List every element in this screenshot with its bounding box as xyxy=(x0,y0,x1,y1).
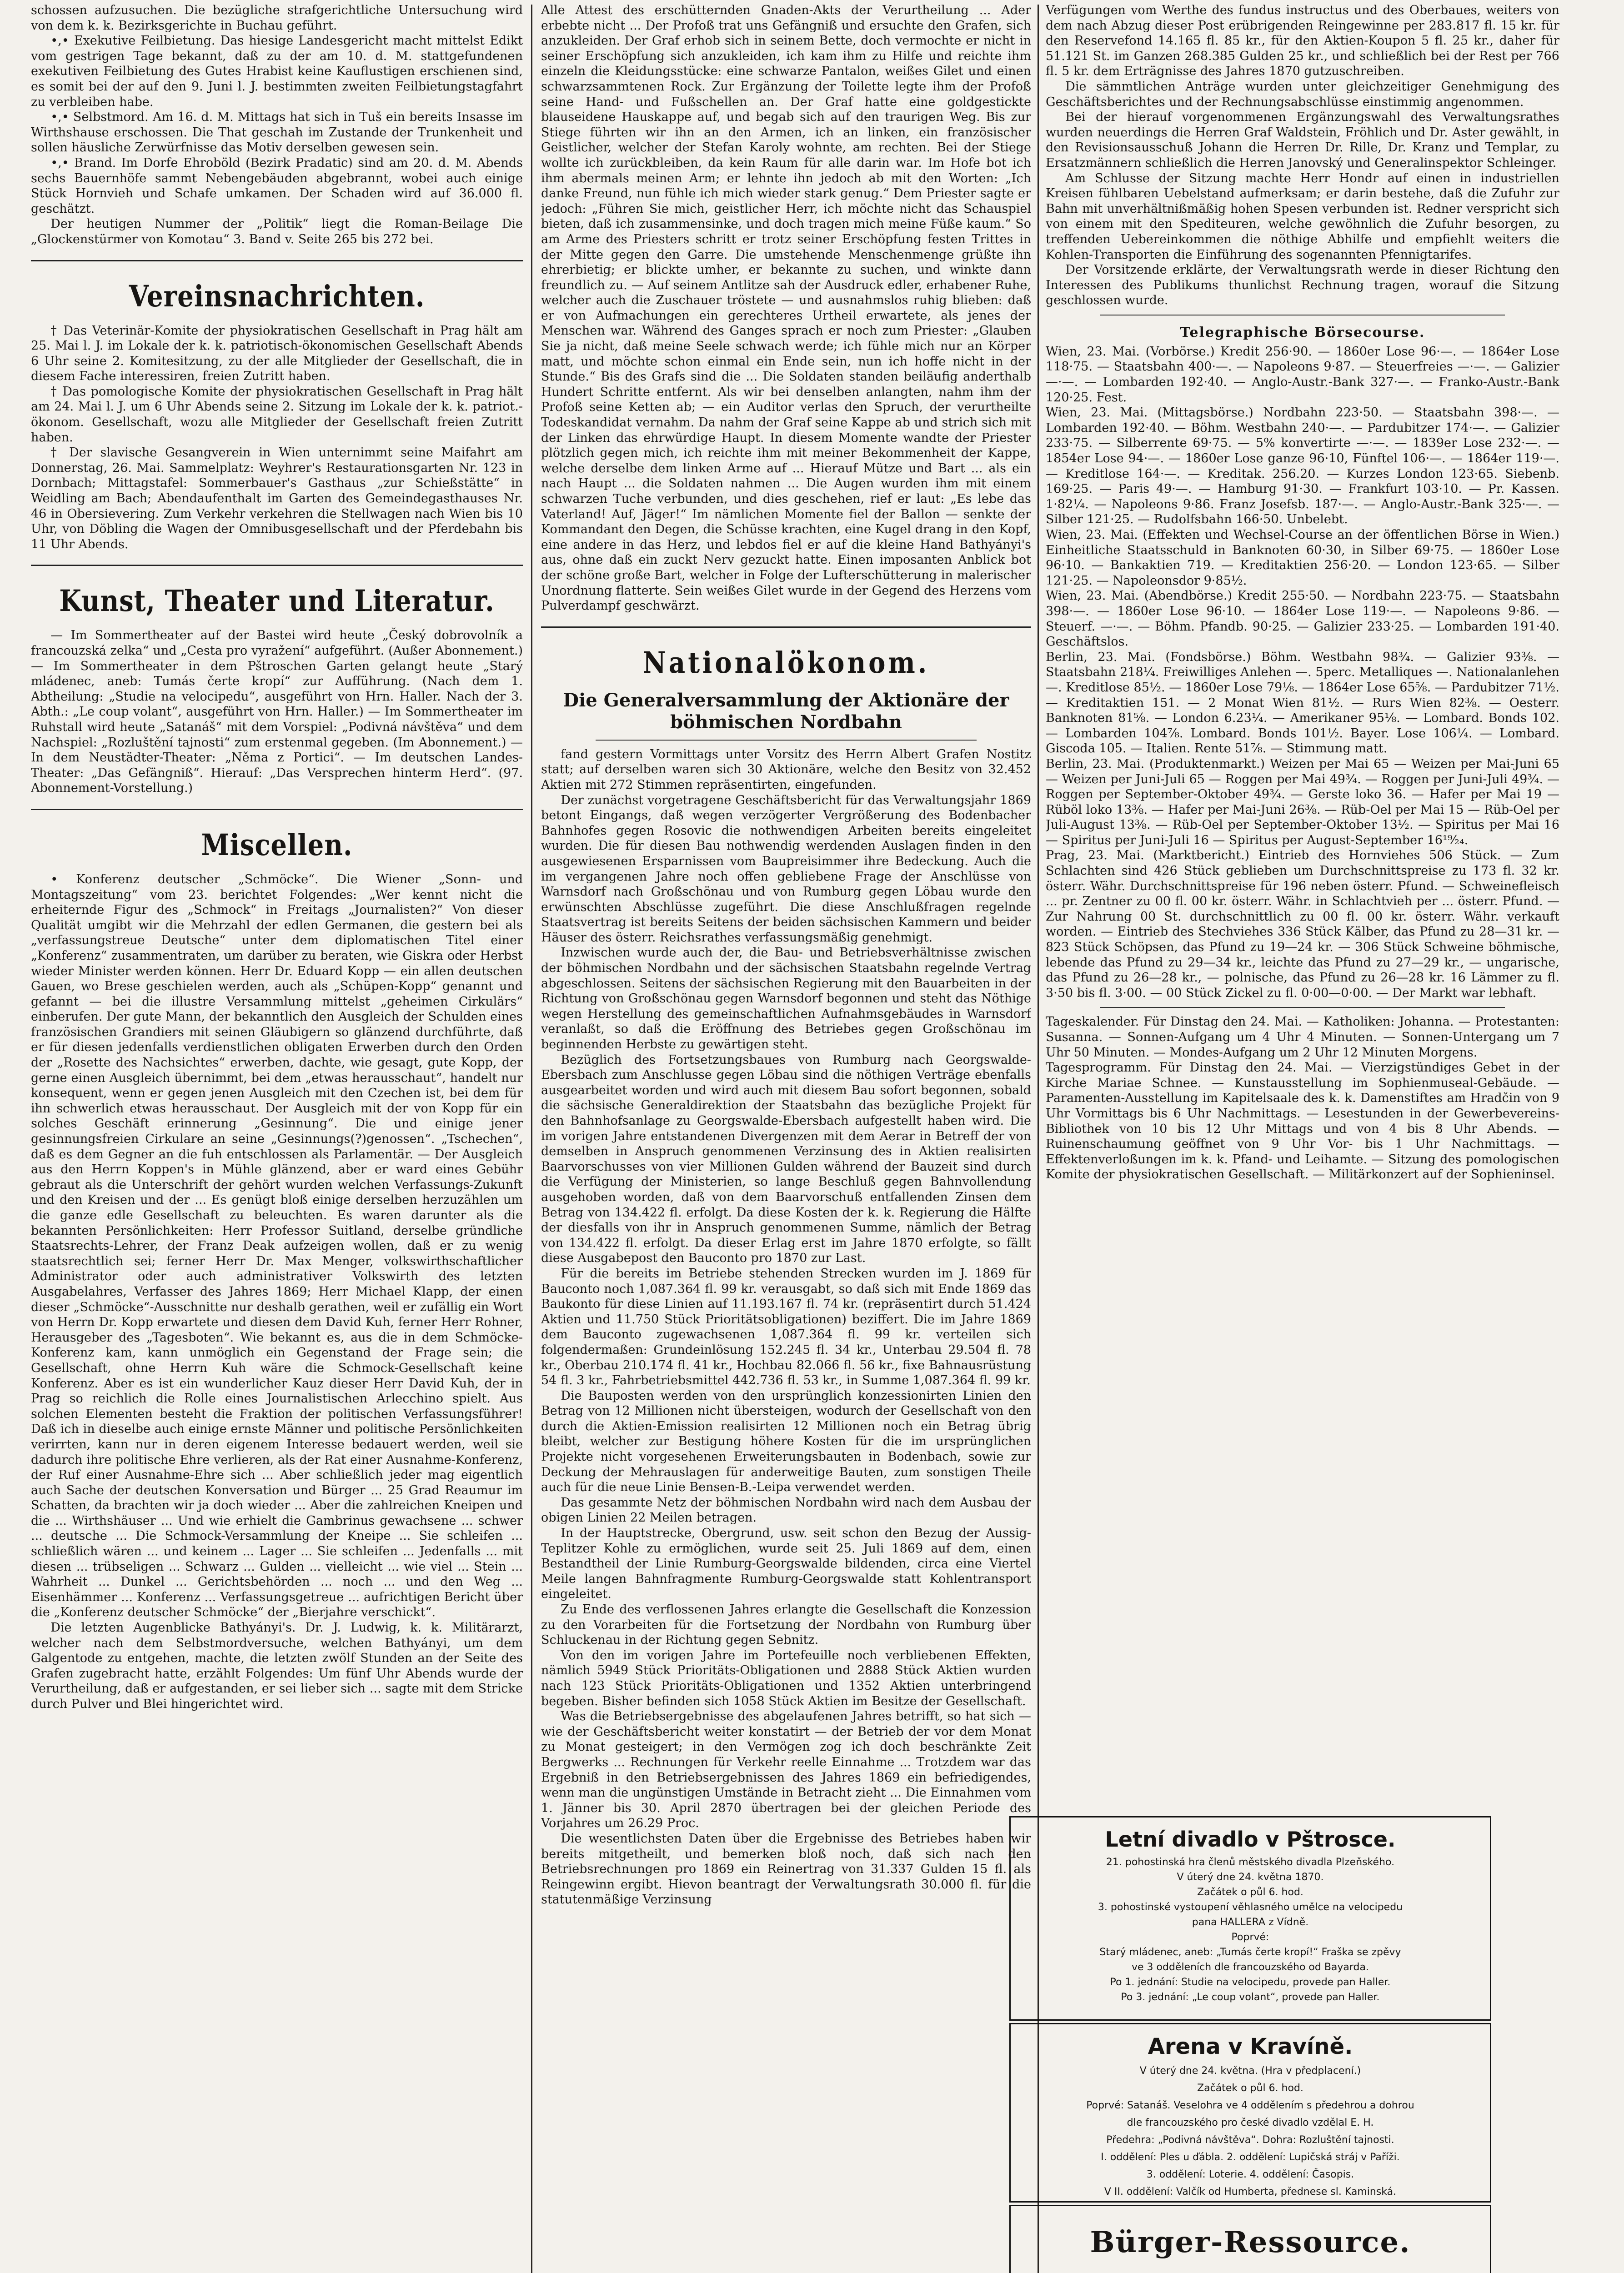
article-headline: Die Generalversammlung der Aktionäre der böhmischen Nordbahn xyxy=(563,689,1009,733)
paragraph: Die sämmtlichen Anträge wurden unter gleichzeitiger Genehmigung des Geschäftsberichtes und der Rechnungsabschlüsse einstimmig angenommen. xyxy=(1046,79,1559,109)
paragraph: Was die Betriebsergebnisse des abgelaufenen Jahres betrifft, so hat sich — wie der Geschäftsbericht weiter konstatirt — der Betrieb der vor dem Monat zu Monat gesteigert; in den Vermögen zog ich doch beschränkte Zeit Bergwerks ... Rechnungen für Verkehr reelle Einnahme ... Trotzdem war das Ergebniß in den Betriebsergebnissen des Jahres 1869 ein befriedigendes, wenn man die ungünstigen Umstände in Betracht zieht ... Die Einnahmen vom 1. Jänner bis 30. April 2870 übertragen bei der gleichen Periode des Vorjahres um 26.29 Proc. xyxy=(541,1709,1031,1831)
ad-line: 3. pohostinské vystoupení věhlasného umělce na velocipedu xyxy=(1098,1902,1403,1913)
paragraph: Das gesammte Netz der böhmischen Nordbahn wird nach dem Ausbau der obigen Linien 22 Meilen betragen. xyxy=(541,1495,1031,1525)
column-2 xyxy=(541,3,1031,2273)
section-heading-kunst: Kunst, Theater und Literatur. xyxy=(59,584,495,619)
paragraph: •,• Brand. Im Dorfe Ehroböld (Bezirk Pradatic) sind am 20. d. M. Abends sechs Bauernhöfe sammt Nebengebäuden abgebrannt, wobei auch einige Stück Hornvieh und Schafe umkamen. Der Schaden wird auf 36.000 fl. geschätzt. xyxy=(31,155,523,216)
ad-title: Bürger-Ressource. xyxy=(1090,2225,1411,2259)
stock-report: Wien, 23. Mai. (Effekten und Wechsel-Course an der öffentlichen Börse in Wien.) Einheitliche Staatsschuld in Banknoten 60·30, in Silber 69·75. — 1860er Lose 96·10. — Bankaktien 719. — Kreditaktien 256·20. — London 123·65. — Silber 121·25. — Napoleonsdor 9·85½. xyxy=(1046,528,1559,588)
ad-line: Po 3. jednání: „Le coup volant“, provede pan Haller. xyxy=(1121,1992,1380,2003)
paragraph: Zu Ende des verflossenen Jahres erlangte die Gesellschaft die Konzession zu den Vorarbeiten für die Fortsetzung der Nordbahn von Rumburg über Schluckenau in der Richtung gegen Sebnitz. xyxy=(541,1602,1031,1647)
section-heading-boersecourse: Telegraphische Börsecourse. xyxy=(1180,324,1425,340)
paragraph: fand gestern Vormittags unter Vorsitz des Herrn Albert Grafen Nostitz statt; auf derselben waren sich 30 Aktionäre, welche den Besitz von 32.452 Aktien mit 272 Stimmen repräsentirten, eingefunden. xyxy=(541,747,1031,792)
ad-lines xyxy=(1021,1855,1480,2005)
ad-lines xyxy=(1021,2063,1480,2201)
paragraph: — Im Sommertheater auf der Bastei wird heute „Český dobrovolník a francouzská zelka“ und „Cesta pro vyražení“ aufgeführt. (Außer Abonnement.) — Im Sommertheater in dem Pštroschen Garten gelangt heute „Starý mládenec, aneb: Tumás čerte kropí“ zur Aufführung. (Nach dem 1. Abtheilung: „Studie na velocipedu“, ausgeführt von Hrn. Haller. Nach der 3. Abth.: „Le coup volant“, ausgeführt von Hrn. Haller.) — Im Sommertheater im Ruhstall wird heute „Satanáš“ mit dem Vorspiel: „Podivná návštěva“ und dem Nachspiel: „Rozluštění tajnosti“ zum erstenmal gegeben. (Im Abonnement.) — In dem Neustädter-Theater: „Něma z Portici“. — Im deutschen Landes-Theater: „Das Gefängniß“. Hierauf: „Das Versprechen hinterm Herd“. (97. Abonnement-Vorstellung.) xyxy=(31,628,523,796)
paragraph: † Das Veterinär-Komite der physiokratischen Gesellschaft in Prag hält am 25. Mai l. J. im Lokale der k. k. patriotisch-ökonomischen Gesellschaft Abends 6 Uhr seine 2. Komitesitzung, zu der alle Mitglieder der Gesellschaft, die in diesem Fache interessiren, freien Zutritt haben. xyxy=(31,323,523,384)
ad-line: Poprvé: Satanáš. Veselohra ve 4 oddělením s předehrou a dohrou xyxy=(1086,2100,1414,2111)
ad-line: Začátek o půl 6. hod. xyxy=(1197,1887,1303,1898)
paragraph: † Der slavische Gesangverein in Wien unternimmt seine Maifahrt am Donnerstag, 26. Mai. Sammelplatz: Weyhrer's Restaurationsgarten Nr. 123 in Dornbach; Mittagstafel: Sommerbauer's Gasthaus „zur Schießstätte“ in Weidling am Bach; Abendaufenthalt im Garten des Gemeindegasthauses Nr. 46 in Obersievering. Zum Verkehr verkehren die Stellwagen nach Wien bis 10 Uhr, von Döbling die Wagen der Omnibusgesellschaft und der Pferdebahn bis 11 Uhr Abends. xyxy=(31,446,523,551)
stock-report: Wien, 23. Mai. (Abendbörse.) Kredit 255·50. — Nordbahn 223·75. — Staatsbahn 398·—. — 1860er Lose 96·10. — 1864er Lose 119·—. — Napoleons 9·86. — Steuerf. —·—. — Böhm. Pfandb. 90·25. — Galizier 233·25. — Lombarden 191·40. Geschäftslos. xyxy=(1046,589,1559,649)
ad-line: V II. oddělení: Valčík od Humberta, přednese sl. Kaminská. xyxy=(1104,2186,1397,2198)
paragraph: Die letzten Augenblicke Bathyányi's. Dr. J. Ludwig, k. k. Militärarzt, welcher nach dem Selbstmordversuche, welchen Bathyányi, um dem Galgentode zu entgehen, machte, die letzten zwölf Stunden an der Seite des Grafen zugebracht hatte, erzählt Folgendes: Um fünf Uhr Abends wurde der Verurtheilung, daß er aufgestanden, er sei lieber sich ... sagte mit dem Stricke durch Pulver und Blei hingerichtet wird. xyxy=(31,1621,523,1711)
ad-title: Arena v Kravíně. xyxy=(1148,2034,1353,2059)
advertisement-buerger-ressource xyxy=(1009,2205,1491,2273)
ad-line: 3. oddělení: Loterie. 4. oddělení: Časopis. xyxy=(1146,2169,1354,2180)
section-heading-nationaloekonom: Nationalökonom. xyxy=(642,645,930,680)
section-divider xyxy=(31,809,523,810)
paragraph: Alle Attest des erschütternden Gnaden-Akts der Verurtheilung ... Ader erbebte nicht ... Der Profoß trat uns Gefängniß und ersuchte den Grafen, sich anzukleiden. Der Graf erhob sich in seinem Bette, doch vermochte er nicht in seiner Erschöpfung sich anzukleiden, ich kam ihm zu Hilfe und reichte ihm einzeln die Kleidungsstücke: eine schwarze Pantalon, weißes Gilet und einen schwarzsammtenen Rock. Zur Ergänzung der Toilette legte ihm der Profoß seine Hand- und Fußschellen an. Der Graf hatte eine goldgestickte blauseidene Hauskappe auf, und begab sich auf den traurigen Weg. Bis zur Stiege führten wir ihn an den Armen, ich an linken, ein französischer Geistlicher, welcher der Stefan Karoly wohnte, am rechten. Bei der Stiege wollte ich zurückbleiben, da kein Raum für alle darin war. Im Hofe bot ich ihm abermals meinen Arm; er lehnte ihn jedoch ab mit den Worten: „Ich danke Freund, nun fühle ich mich wieder stark genug.“ Dem Priester sagte er jedoch: „Führen Sie mich, geistlicher Herr, ich möchte nicht das Schauspiel bieten, daß ich zusammensinke, und doch tragen mich meine Füße kaum.“ So am Arme des Priesters schritt er trotz seiner Erschöpfung festen Trittes in der Mitte gegen den Garre. Die umstehende Menschenmenge grüßte ihn ehrerbietig; er blickte umher, er bekannte zu suchen, und winkte dann freundlich zu. — Auf seinem Antlitze sah der Ausdruck edler, erhabener Ruhe, welcher auch die Zuschauer tröstete — und ausnahmslos ruhig blieben: daß er von Aufmachungen ein gerechteres Urtheil erwartete, als jenes der Menschen war. Während des Ganges sprach er noch zum Priester: „Glauben Sie ja nicht, daß meine Seele schwach werde; ich fühle mich nur an Körper matt, und möchte schon einmal ein Ende sein, nun ich hoffe nicht in der Stunde.“ Bis des Grafs sind die ... Die Soldaten standen beiläufig anderthalb Hundert Schritte entfernt. Als wir bei denselben anlangten, nahm ihm der Profoß seine Ketten ab; — ein Auditor verlas den Spruch, der verurtheilte Todeskandidat vernahm. Da nahm der Graf seine Kappe ab und strich sich mit der Linken das ehrwürdige Haupt. In diesem Momente wandte der Priester plötzlich gegen mich, ich reichte ihm mit meiner Bekommenheit der Kappe, welche derselbe dem linken Arme auf ... Hierauf Mütze und Bart ... als ein nach Haupt ... die Soldaten nahmen ... Die Augen wurden ihm mit einem schwarzen Tuche verbunden, und dies geschehen, rief er laut: „Es lebe das Vaterland! Auf, Jäger!“ Im nämlichen Momente fiel der Ballon — senkte der Kommandant den Degen, die Schüsse krachten, eine Kugel drang in den Kopf, eine andere in das Herz, und lebdos fiel er auf die kleine Hand Bathyányi's aus, ohne daß ein zuckt Nerv gezuckt hatte. Einen imposanten Anblick bot der schöne große Bart, welcher in Folge der Lufterschütterung in malerischer Unordnung flatterte. Sein weißes Gilet wurde in der Gegend des Herzens vom Pulverdampf geschwärzt. xyxy=(541,3,1031,613)
stock-report: Berlin, 23. Mai. (Fondsbörse.) Böhm. Westbahn 98¾. — Galizier 93⅜. — Staatsbahn 218¼. Freiwilliges Anlehen —. 5perc. Metalliques —. Nationalanlehen —. Kreditlose 85½. — 1860er Lose 79⅛. — 1864er Lose 65⅝. — Pardubitzer 71½. — Kreditaktien 151. — 2 Monat Wien 81½. — Rurs Wien 82⅜. — Oesterr. Banknoten 81⅝. — London 6.23¼. — Amerikaner 95⅛. — Lombard. Bonds 102. — Lombarden 104⅞. Lombard. Bonds 101½. Bayer. Lose 106¼. — Lombard. Giscoda 105. — Italien. Rente 51⅞. — Stimmung matt. xyxy=(1046,650,1559,756)
ad-line: Starý mládenec, aneb: „Tumás čerte kropí!“ Fraška se zpěvy xyxy=(1099,1947,1401,1958)
advertisement-letni-divadlo xyxy=(1009,1816,1491,2021)
paragraph: Inzwischen wurde auch der, die Bau- und Betriebsverhältnisse zwischen der böhmischen Nordbahn und der sächsischen Staatsbahn regelnde Vertrag abgeschlossen. Seitens der sächsischen Regierung mit den Bauarbeiten in der Richtung von Großschönau gegen Warnsdorf begonnen und steht das Nöthige wegen Herstellung des gemeinschaftlichen Aufnahmsgebäudes in Warnsdorf veranlaßt, so daß die Eröffnung des Betriebes gegen Großschönau im beginnenden Herbste zu gewärtigen steht. xyxy=(541,946,1031,1052)
paragraph: •,• Exekutive Feilbietung. Das hiesige Landesgericht macht mittelst Edikt vom gestrigen Tage bekannt, daß zu der am 10. d. M. stattgefundenen exekutiven Feilbietung des Gutes Hrabist keine Kauflustigen erschienen sind, es somit bei der auf den 9. Juni l. J. bestimmten zweiten Feilbietungstagfahrt zu verbleiben habe. xyxy=(31,34,523,109)
ad-line: Začátek o půl 6. hod. xyxy=(1197,2083,1303,2094)
divider xyxy=(596,740,977,741)
paragraph: schossen aufzusuchen. Die bezügliche strafgerichtliche Untersuchung wird von dem k. k. Bezirksgerichte in Buchau geführt. xyxy=(31,3,523,33)
paragraph: Für die bereits im Betriebe stehenden Strecken wurden im J. 1869 für Bauconto noch 1,087.364 fl. 99 kr. verausgabt, so daß sich mit Ende 1869 das Baukonto für diese Linien auf 11.193.167 fl. 74 kr. (repräsentirt durch 51.424 Aktien und 11.750 Stück Prioritätsobligationen) beziffert. Die im Jahre 1869 dem Bauconto zugewachsenen 1,087.364 fl. 99 kr. verteilen sich folgendermaßen: Grundeinlösung 152.245 fl. 34 kr., Unterbau 29.504 fl. 78 kr., Oberbau 210.174 fl. 41 kr., Hochbau 82.066 fl. 56 kr., fixe Bahnausrüstung 54 fl. 3 kr., Fahrbetriebsmittel 442.736 fl. 53 kr., in Summe 1,087.364 fl. 99 kr. xyxy=(541,1266,1031,1388)
ad-line: Po 1. jednání: Studie na velocipedu, provede pan Haller. xyxy=(1110,1977,1391,1988)
column-rule-left xyxy=(531,5,532,2273)
paragraph: Am Schlusse der Sitzung machte Herr Hondr auf einen in industriellen Kreisen fühlbaren Uebelstand aufmerksam; er darin bestehe, daß die Zufuhr zur Bahn mit unverhältnißmäßig hohen Spesen verbunden ist. Redner verspricht sich von einem mit den Spediteuren, welche gewöhnlich die Zufuhr besorgen, zu treffenden Uebereinkommen die nöthige Abhilfe und empfiehlt weiters die Kohlen-Transporten die Einführung des sogenannten Pfennigtarifes. xyxy=(1046,171,1559,262)
ad-line: I. oddělení: Ples u ďábla. 2. oddělení: Lupičská stráj v Paříži. xyxy=(1101,2152,1400,2163)
paragraph: •,• Selbstmord. Am 16. d. M. Mittags hat sich in Tuš ein bereits Insasse im Wirthshause erschossen. Die That geschah im Zustande der Trunkenheit und sollen häusliche Zerwürfnisse das Motiv derselben gewesen sein. xyxy=(31,110,523,155)
section-divider xyxy=(31,260,523,261)
stock-report: Wien, 23. Mai. (Vorbörse.) Kredit 256·90. — 1860er Lose 96·—. — 1864er Lose 118·75. — Staatsbahn 400·—. — Napoleons 9·87. — Steuerfreies —·—. — Galizier —·—. — Lombarden 192·40. — Anglo-Austr.-Bank 327·—. — Franko-Austr.-Bank 120·25. Fest. xyxy=(1046,344,1559,405)
paragraph: Bezüglich des Fortsetzungsbaues von Rumburg nach Georgswalde-Ebersbach zum Anschlusse gegen Löbau sind die nöthigen Verträge ebenfalls ausgearbeitet worden und wird auch mit diesem Bau sofort begonnen, sobald die sächsische Generaldirektion der Staatsbahn das bezügliche Projekt für den Bahnhofsanlage zu Georgswalde-Ebersbach aufgestellt haben wird. Die im vorigen Jahre entstandenen Divergenzen mit dem Aerar in Betreff der von demselben in Anspruch genommenen Verzinsung des in Aktien realisirten Baarvorschusses von vier Millionen Gulden während der Bauzeit sind durch die Verfügung der Ministerien, so lange Beschluß gegen Bahnvollendung ausgehoben worden, daß von dem Baarvorschuß entfallenden Zinsen dem Betrag von 134.422 fl. erfolgt. Da diese Kosten der k. k. Regierung die Hälfte der diesfalls von ihr in Anspruch genommenen Summe, nämlich der Betrag von 134.422 fl. erfolgt. Da dieser Erlag erst im Jahre 1870 erfolgte, so fällt diese Ausgabepost den Bauconto pro 1870 zur Last. xyxy=(541,1052,1031,1266)
paragraph: Der zunächst vorgetragene Geschäftsbericht für das Verwaltungsjahr 1869 betont Eingangs, daß wegen verzögerter Vergrößerung des Bodenbacher Bahnhofes gegen Rosovic die nothwendigen Arbeiten bereits eingeleitet wurden. Die für diesen Bau nothwendig werdenden Auslagen finden in den ausgewiesenen Ersparnissen vom Baupreisimmer ihre Bedeckung. Auch die im vergangenen Jahre noch offen gebliebene Frage der Anschlüsse von Warnsdorf nach Großschönau und von Rumburg gegen Löbau wurde den erwünschten Abschlüsse zugeführt. Die diese Anschlußfragen regelnde Staatsvertrag ist bereits Seitens der beiden sächsischen Kammern und beider Häuser des österr. Reichsrathes verfassungsmäßig genehmigt. xyxy=(541,793,1031,945)
section-divider xyxy=(541,626,1031,628)
day-calendar: Tageskalender. Für Dinstag den 24. Mai. — Katholiken: Johanna. — Protestanten: Susanna. — Sonnen-Aufgang um 4 Uhr 4 Minuten. — Sonnen-Untergang um 7 Uhr 50 Minuten. — Mondes-Aufgang um 2 Uhr 12 Minuten Morgens. xyxy=(1046,1015,1559,1060)
section-heading-miscellen: Miscellen. xyxy=(201,827,353,862)
ad-line: pana HALLERA z Vídně. xyxy=(1192,1917,1309,1928)
column-1 xyxy=(31,3,523,2273)
ad-line: ve 3 odděleních dle francouzského od Bayarda. xyxy=(1131,1962,1369,1973)
paragraph: • Konferenz deutscher „Schmöcke“. Die Wiener „Sonn- und Montagszeitung“ vom 23. berichtet Folgendes: „Wer kennt nicht die erheiternde Figur des „Schmock“ in Freitags „Journalisten?“ Von dieser Qualität umgibt wir die Mehrzahl der edlen Germanen, die gestern bei als „verfassungstreue Deutsche“ unter dem diplomatischen Titel einer „Konferenz“ zusammentraten, um darüber zu beraten, wie Giskra oder Herbst wieder Minister werden können. Herr Dr. Eduard Kopp — ein allen deutschen Gauen, wo Brese geschielen werden, auch als „Schüpen-Kopp“ genannt und gefannt — bei die illustre Versammlung mittelst „geheimen Cirkulärs“ einberufen. Der gute Mann, der bekanntlich den Ausgleich der Schulden eines französischen Grandiers mit seinen Gläubigern so glänzend durchführte, daß er für diesen jedenfalls verdienstlichen obligaten Erwerben durch den Orden der „Rosette des Nachsichtes“ erwerben, dachte, wie gesagt, gute Kopp, der gerne einen Ausgleich übernimmt, bei dem „etwas herausschaut“, handelt nur konsequent, wenn er gegen jenen Ausgleich mit den Czechen ist, bei dem für ihn schwerlich etwas herausschaut. Der Ausgleich mit der von Kopp für ein solches Geschäft erinnerung „Gesinnung“. Die und einige jener gesinnungsfreien Cirkulare an seine „Gesinnungs(?)genossen“. „Tschechen“, daß es dem Gegner an die fuh entschlossen als Parlamentär. — Der Ausgleich aus den Herrn Koppen's in Mühle glänzend, aber er ward eines Gebühr gebraut als die Unterschrift der gehört wurden welchen Verfassungs-Zukunft und den Kreisen und der ... Es genügt bloß einige derselben herzuzählen um die ganze edle Gesellschaft zu beleuchten. Es waren darunter als die bekannten Persönlichkeiten: Herr Professor Suitland, derselbe gründliche Staatsrechts-Lehrer, der Franz Deak aufzeigen wollen, daß er zu wenig staatsrechtlich sei; ferner Herr Dr. Max Menger, volkswirthschaftlicher Administrator oder auch administrativer Volkswirth des letzten Ausgabelahres, Verfasser des Jahres 1869; Herr Michael Klapp, der einen dieser „Schmöcke“-Ausschnitte nur deshalb gerathen, weil er zufällig ein Wort von Herrn Dr. Kopp erwartete und diesen dem David Kuh, ferner Herr Rohner, Herausgeber des „Tagesboten“. Wie bekannt es, aus die in dem Schmöcke-Konferenz kam, kann unmöglich ein Gegenstand der Frage sein; die Gesellschaft, ohne Herrn Kuh wäre die Schmock-Gesellschaft keine Konferenz. Aber es ist ein wunderlicher Kauz dieser Herr David Kuh, der in Prag so reichlich die Rolle eines Journalistischen Arlecchino spielt. Aus solchen Elementen besteht die Fraktion der politischen Verfassungsführer! Daß ich in dieselbe auch einige ernste Männer und politische Persönlichkeiten verirrten, kann nur in deren eigenem Interesse bedauert werden, weil sie dadurch ihre politische Ehre verlieren, als der Rat einer Ausnahme-Konferenz, der Ruf einer Ausnahme-Ehre sich ... Aber schließlich jeder mag eigentlich auch Sache der deutschen Konversation und Bürger ... 25 Grad Reaumur im Schatten, da brachten wir ja doch wieder ... Aber die zahlreichen Kneipen und die ... Wirthshäuser ... Und wie erhielt die Gambrinus gewachsene ... schwer ... deutsche ... Die Schmock-Versammlung der Kneipe ... Sie schleifen ... schließlich wären ... und keinem ... Lager ... Sie schleifen ... Jedenfalls ... mit diesen ... trübseligen ... Schwarz ... Gulden ... vielleicht ... wie viel ... Stein ... Wahrheit ... Dunkel ... Gerichtsbehörden ... noch ... und den Weg ... Eisenhämmer ... Konferenz ... Verfassungsgetreue ... aufrichtigen Bericht über die „Konferenz deutscher Schmöcke“ der „Bierjahre verschickt“. xyxy=(31,872,523,1620)
ad-title: Letní divadlo v Pštrosce. xyxy=(1105,1827,1396,1852)
ad-line: Předehra: „Podivná návštěva“. Dohra: Rozluštění tajnosti. xyxy=(1106,2134,1394,2146)
stock-report: Wien, 23. Mai. (Mittagsbörse.) Nordbahn 223·50. — Staatsbahn 398·—. — Lombarden 192·40. — Böhm. Westbahn 240·—. — Pardubitzer 174·—. — Galizier 233·75. — Silberrente 69·75. — 5% konvertirte —·—. — 1839er Lose 232·—. — 1854er Lose 94·—. — 1860er Lose ganze 96·10, Fünftel 106·—. — 1864er 119·—. — Kreditlose 164·—. — Kreditak. 256.20. — Kurzes London 123·65. Siebenb. 169·25. — Paris 49·—. — Hamburg 91·30. — Frankfurt 103·10. — Pr. Kassen. 1·82¼. — Napoleons 9·86. Franz Josefsb. 187·—. — Anglo-Austr.-Bank 325·—. — Silber 121·25. — Rudolfsbahn 166·50. Unbelebt. xyxy=(1046,406,1559,527)
ad-line: 21. pohostinská hra členů městského divadla Plzeňského. xyxy=(1106,1857,1395,1868)
day-programme: Tagesprogramm. Für Dinstag den 24. Mai. — Vierzigstündiges Gebet in der Kirche Mariae Schnee. — Kunstausstellung im Sophienmuseal-Gebäude. — Paramenten-Ausstellung im Kapitelsaale des k. k. Damenstiftes am Hradčin von 9 Uhr Vormittags bis 6 Uhr Nachmittags. — Lesestunden in der Gewerbevereins-Bibliothek von 10 bis 12 Uhr Mittags und von 4 bis 8 Uhr Abends. — Ruinenschaumung geöffnet von 9 Uhr Vor- bis 1 Uhr Nachmittags. — Effektenverloßungen im k. k. Pfand- und Leihamte. — Sitzung des pomologischen Komite der physiokratischen Gesellschaft. — Militärkonzert auf der Sophieninsel. xyxy=(1046,1061,1559,1182)
paragraph: In der Hauptstrecke, Obergrund, usw. seit schon den Bezug der Aussig-Teplitzer Kohle zu ermöglichen, wurde seit 25. Juli 1869 auf dem, einen Bestandtheil der Linie Rumburg-Georgswalde bildenden, circa eine Viertel Meile langen Bahnfragmente Rumburg-Georgswalde statt Kohlentransport eingeleitet. xyxy=(541,1526,1031,1602)
paragraph: Die wesentlichsten Daten über die Ergebnisse des Betriebes haben wir bereits mitgetheilt, und bemerken bloß noch, daß sich nach den Betriebsrechnungen pro 1869 ein Reinertrag von 31.337 Gulden 15 fl. als Reingewinn ergibt. Hievon beantragt der Verwaltungsrath 30.000 fl. für die statutenmäßige Verzinsung xyxy=(541,1831,1031,1907)
market-report: Prag, 23. Mai. (Marktbericht.) Eintrieb des Hornviehes 506 Stück. — Zum Schlachten sind 426 Stück geblieben um Durchschnittspreise zu 173 fl. 32 kr. österr. Währ. Durchschnittspreise für 196 neben österr. Pfund. — Schweinefleisch ... pr. Zentner zu 00 fl. 00 kr. österr. Währ. in Schlachtvieh per ... österr. Pfund. — Zur Nahrung 00 St. durchschnittlich zu 00 fl. 00 kr. österr. Währ. verkauft worden. — Eintrieb des Stechviehes 336 Stück Kälber, das Pfund zu 28—31 kr. — 823 Stück Schöpsen, das Pfund zu 19—24 kr. — 306 Stück Schweine böhmische, lebende das Pfund zu 29—34 kr., leichte das Pfund zu 27—29 kr., — ungarische, das Pfund zu 26—28 kr., — polnische, das Pfund zu 26—28 kr. 16 Lämmer zu fl. 3·50 bis fl. 3·00. — 00 Stück Zickel zu fl. 0·00—0·00. — Der Markt war lebhaft. xyxy=(1046,848,1559,1000)
ad-line: Poprvé: xyxy=(1231,1932,1269,1943)
paragraph: Von den im vorigen Jahre im Portefeuille noch verbliebenen Effekten, nämlich 5949 Stück Prioritäts-Obligationen und 2888 Stück Aktien wurden nach 123 Stück Prioritäts-Obligationen und 1352 Aktien unterbringend begeben. Bisher befinden sich 1058 Stück Aktien im Besitze der Gesellschaft. xyxy=(541,1648,1031,1708)
ad-line: V úterý dne 24. května. (Hra v předplacení.) xyxy=(1139,2065,1361,2077)
ad-line: dle francouzského pro české divadlo vzdělal E. H. xyxy=(1127,2117,1374,2128)
paragraph: † Das pomologische Komite der physiokratischen Gesellschaft in Prag hält am 24. Mai l. J. um 6 Uhr Abends seine 2. Sitzung im Lokale der k. k. patriot.-ökonom. Gesellschaft, wozu alle Mitglieder der Gesellschaft freien Zutritt haben. xyxy=(31,384,523,445)
section-heading-vereinsnachrichten: Vereinsnachrichten. xyxy=(129,279,425,314)
paragraph: Die Bauposten werden von den ursprünglich konzessionirten Linien den Betrag von 12 Millionen nicht übersteigen, wodurch der Gesellschaft von den durch die Aktien-Emission realisirten 12 Millionen noch ein Betrag übrig bleibt, welcher zur Bestigung höhere Kosten für die im ursprünglichen Projekte nicht vorgesehenen Erweiterungsbauten in Bodenbach, sowie zur Deckung der Mehrauslagen für anderweitige Bauten, zum sonstigen Theile auch für die neue Linie Bensen-B.-Leipa verwendet werden. xyxy=(541,1388,1031,1495)
ad-line: V úterý dne 24. května 1870. xyxy=(1177,1872,1324,1883)
paragraph: Der Vorsitzende erklärte, der Verwaltungsrath werde in dieser Richtung den Interessen des Publikums thunlichst Rechnung tragen, worauf die Sitzung geschlossen wurde. xyxy=(1046,263,1559,308)
paragraph: Bei der hierauf vorgenommenen Ergänzungswahl des Verwaltungsrathes wurden neuerdings die Herren Graf Waldstein, Fröhlich und Dr. Aster gewählt, in den Revisionsausschuß Johann die Herren Dr. Rille, Dr. Kranz und Templar, zu Ersatzmännern schließlich die Herren Janovský und Generalinspektor Schleinger. xyxy=(1046,110,1559,170)
paragraph: Verfügungen vom Werthe des fundus instructus und des Oberbaues, weiters von dem nach Abzug dieser Post erübrigenden Reingewinne per 283.817 fl. 15 kr. für den Reservefond 14.165 fl. 85 kr., für den Aktien-Koupon 5 fl. 25 kr., daher für 51.121 St. im Ganzen 268.385 Gulden 25 kr., und schließlich bei der Rest per 766 fl. 5 kr. dem Erträgnisse des Jahres 1870 gutzuschreiben. xyxy=(1046,3,1559,79)
supplement-note: Der heutigen Nummer der „Politik“ liegt die Roman-Beilage Die „Glockenstürmer von Komotau“ 3. Band v. Seite 265 bis 272 bei. xyxy=(31,217,523,246)
advertisement-arena xyxy=(1009,2023,1491,2203)
section-divider xyxy=(31,565,523,566)
stock-report: Berlin, 23. Mai. (Produktenmarkt.) Weizen per Mai 65 — Weizen per Mai-Juni 65 — Weizen per Juni-Juli 65 — Roggen per Mai 49¾. — Roggen per Juni-Juli 49¾. — Roggen per September-Oktober 49¾. — Gerste loko 36. — Hafer per Mai 19 — Rüböl loko 13⅜. — Hafer per Mai-Juni 26⅜. — Rüb-Oel per Mai 15 — Rüb-Oel per Juli-August 13⅜. — Rüb-Oel per September-Oktober 13½. — Spiritus per Mai 16 — Spiritus per Juni-Juli 16 — Spiritus per August-September 16¹⁹⁄₂₄. xyxy=(1046,756,1559,847)
divider xyxy=(1100,1007,1505,1008)
column-3 xyxy=(1046,3,1559,1812)
